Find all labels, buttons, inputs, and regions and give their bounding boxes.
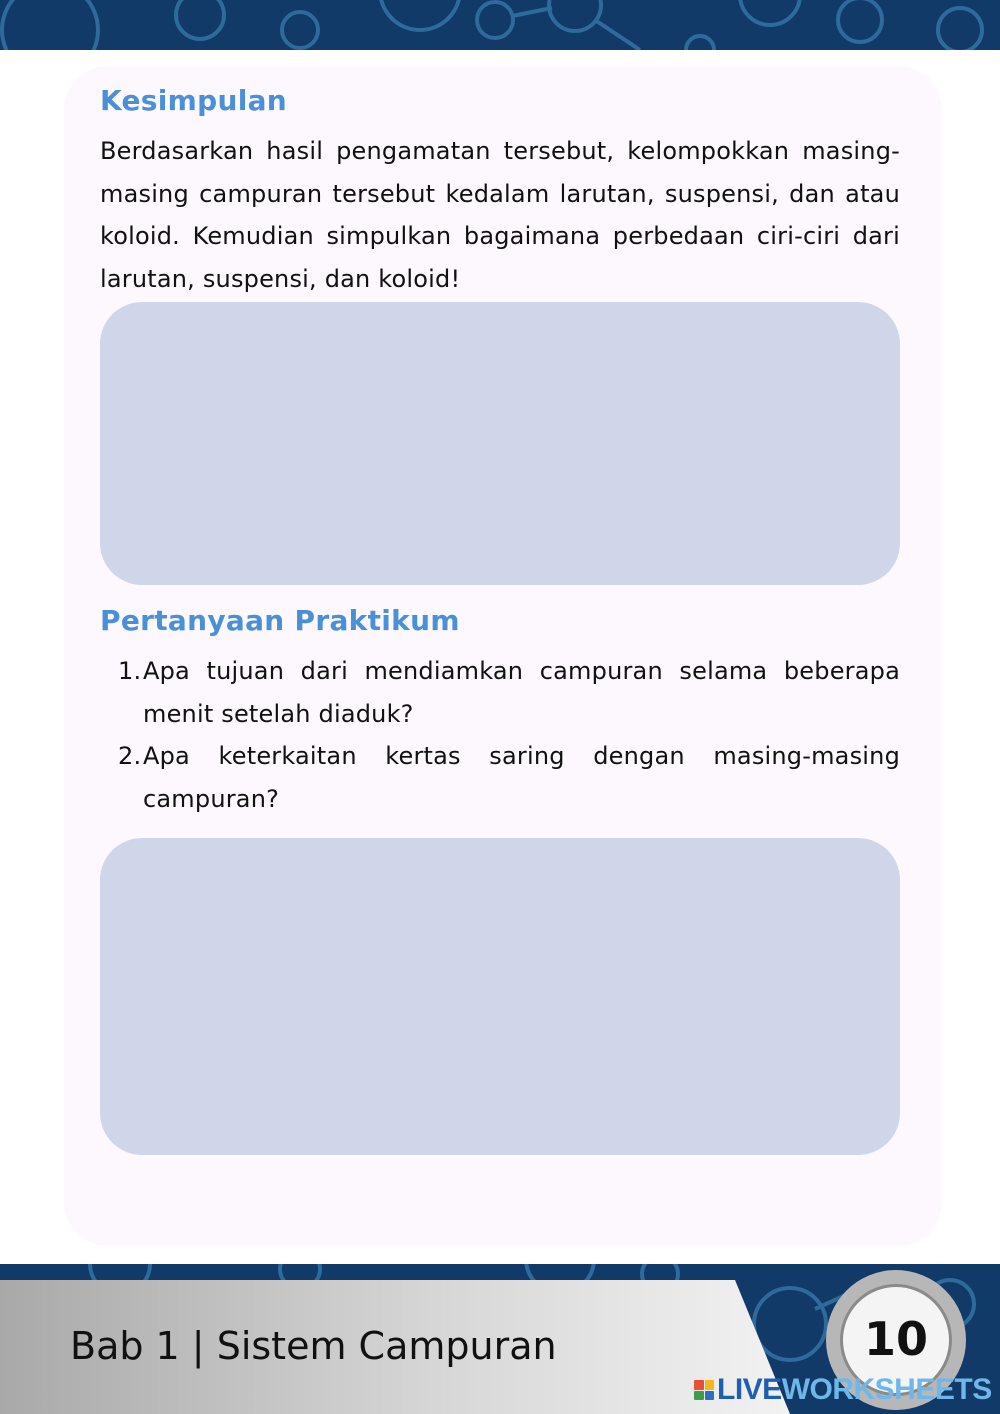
conclusion-answer-box[interactable] — [100, 302, 900, 585]
chapter-title: Bab 1 | Sistem Campuran — [70, 1324, 557, 1368]
question-item — [100, 735, 900, 820]
conclusion-heading: Kesimpulan — [100, 84, 288, 117]
questions-heading: Pertanyaan Praktikum — [100, 604, 460, 637]
question-number: 1. — [118, 657, 142, 685]
question-item — [100, 650, 900, 735]
molecule-pattern-top — [0, 0, 1000, 50]
question-list — [100, 650, 900, 820]
question-text: Apa tujuan dari mendiamkan campuran selama beberapa menit setelah diaduk? — [143, 657, 900, 728]
conclusion-instructions: Berdasarkan hasil pengamatan tersebut, kelompokkan masing-masing campuran tersebut kedalam larutan, suspensi, dan atau koloid. Kemudian simpulkan bagaimana perbedaan ciri-ciri dari larutan, suspensi, dan koloid! — [100, 137, 900, 293]
liveworksheets-logo — [694, 1374, 992, 1406]
page-number: 10 — [863, 1312, 928, 1366]
top-banner — [0, 0, 1000, 50]
brand-text-live: LIVE — [717, 1373, 782, 1406]
question-text: Apa keterkaitan kertas saring dengan masing-masing campuran? — [143, 742, 900, 813]
question-number: 2. — [118, 742, 142, 770]
brand-text-worksheets: WORKSHEETS — [781, 1373, 992, 1406]
questions-answer-box[interactable] — [100, 838, 900, 1155]
liveworksheets-grid-icon — [694, 1380, 714, 1400]
